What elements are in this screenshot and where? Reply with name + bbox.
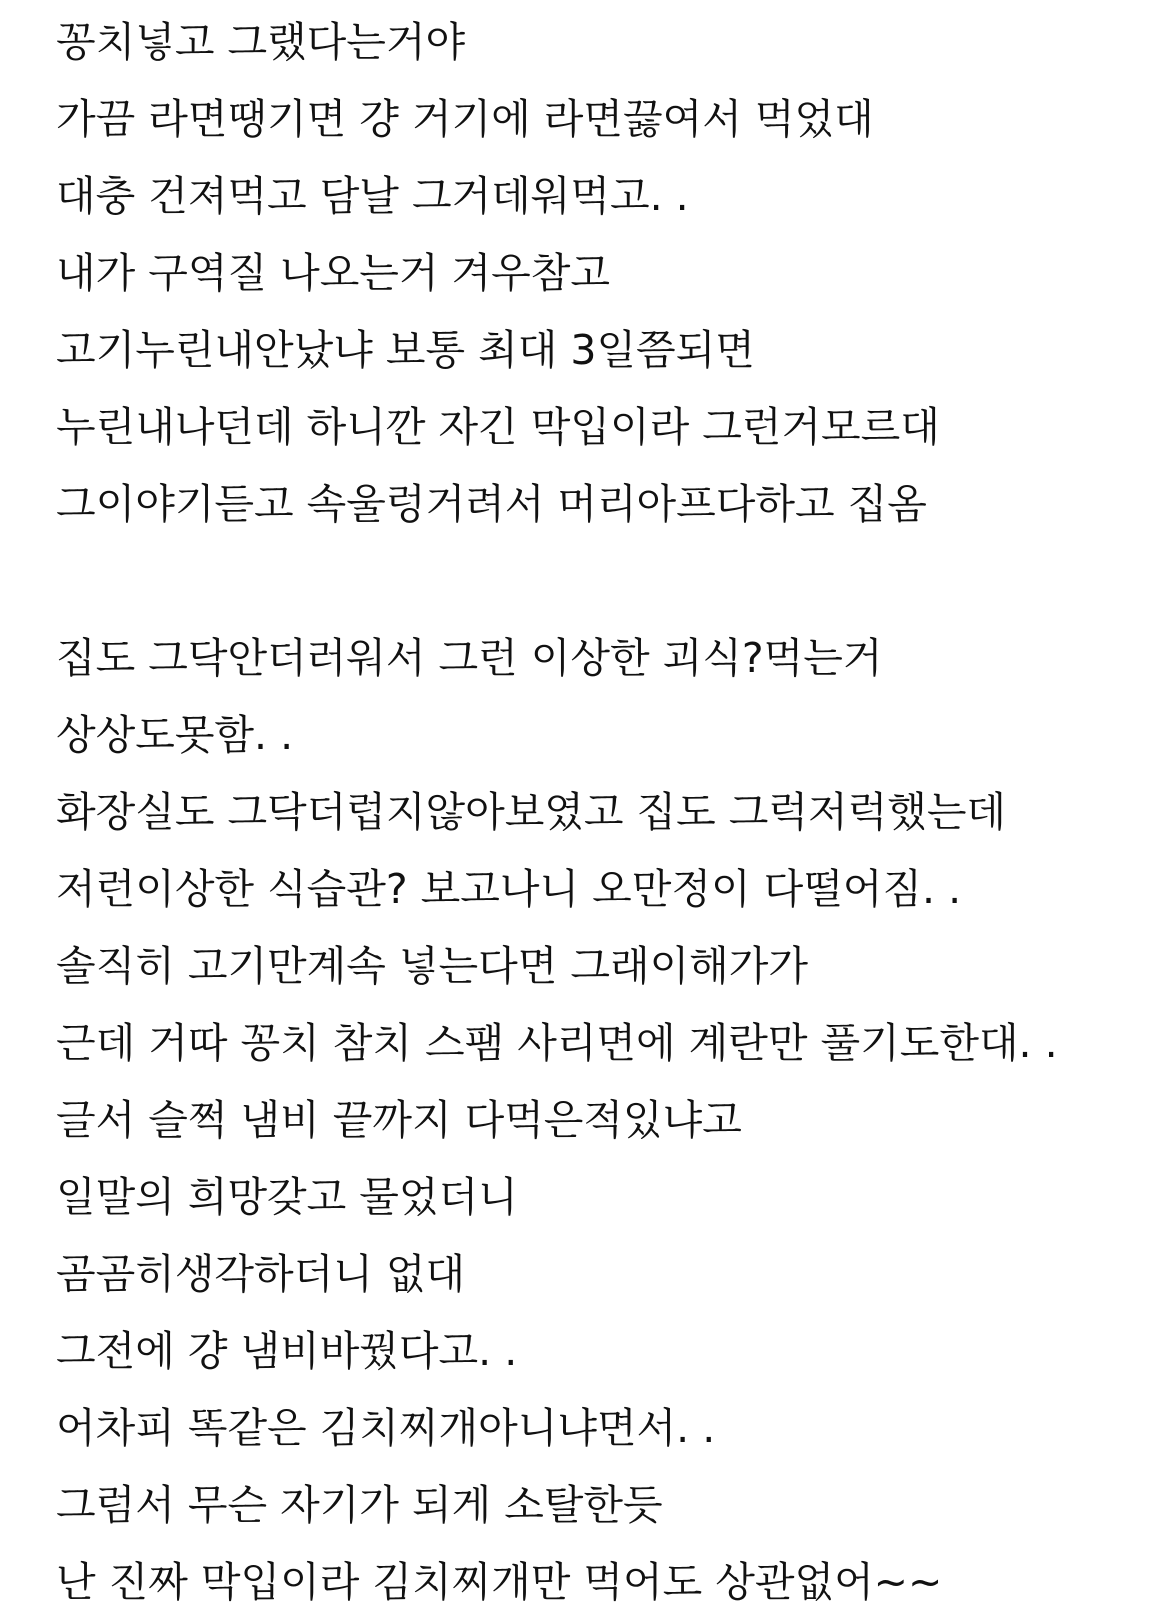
- text-line: 그전에 걍 냄비바꿨다고. .: [56, 1327, 518, 1375]
- text-line: 글서 슬쩍 냄비 끝까지 다먹은적있냐고: [56, 1096, 742, 1144]
- text-line: 곰곰히생각하더니 없대: [56, 1250, 466, 1298]
- text-line: 꽁치넣고 그랬다는거야: [56, 18, 466, 66]
- text-line: 누린내나던데 하니깐 자긴 막입이라 그런거모르대: [56, 403, 940, 451]
- text-line: 근데 거따 꽁치 참치 스팸 사리면에 계란만 풀기도한대. .: [56, 1019, 1058, 1067]
- text-line: 상상도못함. .: [56, 711, 294, 759]
- paragraph-1: [56, 4, 1156, 543]
- text-line: 대충 건져먹고 담날 그거데워먹고. .: [56, 172, 689, 220]
- text-line: 고기누린내안났냐 보통 최대 3일쯤되면: [56, 326, 755, 374]
- paragraph-2: [56, 620, 1156, 1621]
- text-line: 어차피 똑같은 김치찌개아니냐면서. .: [56, 1404, 716, 1452]
- text-line: 일말의 희망갖고 물었더니: [56, 1173, 518, 1221]
- text-line: 가끔 라면땡기면 걍 거기에 라면끓여서 먹었대: [56, 95, 874, 143]
- text-line: 화장실도 그닥더럽지않아보였고 집도 그럭저럭했는데: [56, 788, 1007, 836]
- paragraph-gap: [56, 543, 1156, 620]
- text-line: 그이야기듣고 속울렁거려서 머리아프다하고 집옴: [56, 480, 927, 528]
- text-line: 저런이상한 식습관? 보고나니 오만정이 다떨어짐. .: [56, 865, 962, 913]
- text-line: 난 진짜 막입이라 김치찌개만 먹어도 상관없어~~: [56, 1558, 943, 1606]
- post-body: [56, 4, 1156, 1621]
- text-line: 내가 구역질 나오는거 겨우참고: [56, 249, 610, 297]
- text-line: 집도 그닥안더러워서 그런 이상한 괴식?먹는거: [56, 634, 883, 682]
- text-line: 그럼서 무슨 자기가 되게 소탈한듯: [56, 1481, 663, 1529]
- text-line: 솔직히 고기만계속 넣는다면 그래이해가가: [56, 942, 809, 990]
